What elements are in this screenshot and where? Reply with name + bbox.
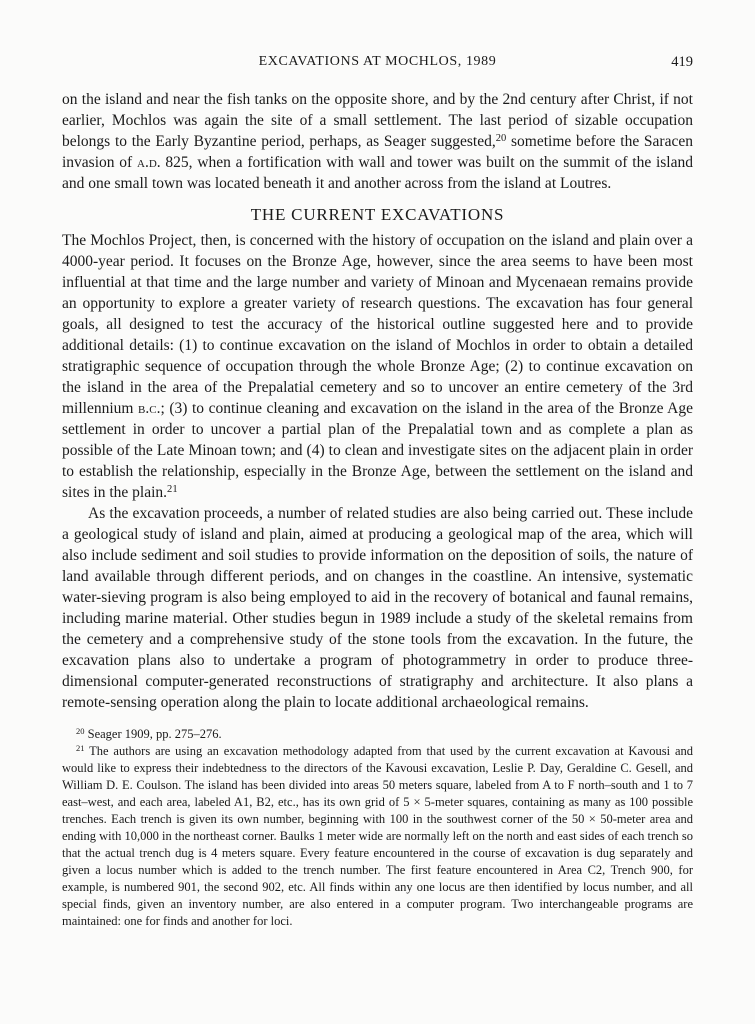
page-number: 419 [671, 54, 693, 70]
section-heading: THE CURRENT EXCAVATIONS [250, 205, 505, 224]
paragraph-related-studies: As the excavation proceeds, a number of related studies are also being carried out. These include a geological study of island and plain, aimed at producing a geological map of the area, which will also include sediment and soil studies to provide information on the deposition of soils, the nature of land available through different periods, and on changes in the coastline. An intensive, systematic water-sieving program is also being employed to aid in the recovery of botanical and faunal remains, including marine material. Other studies begun in 1989 include a study of the skeletal remains from the cemetery and a comprehensive study of the stone tools from the excavation. In the future, the excavation plans also to undertake a program of photogrammetry in order to produce three-dimensional computer-generated reconstructions of stratigraphy and architecture. It also plans a remote-sensing operation along the plain to locate additional archaeological remains. [62, 505, 693, 711]
page-header [62, 54, 693, 70]
footnotes-section [62, 726, 693, 930]
footnote-21: $^{21}$ The authors are using an excavation methodology adapted from that used by the current excavation at Kavousi and would like to express their indebtedness to the directors of the Kavousi excavation, Leslie P. Day, Geraldine C. Gesell, and William D. E. Coulson. The island has been divided into areas 50 meters square, labeled from A to F north–south and 1 to 7 east–west, and each area, labeled A1, B2, etc., has its own grid of 5 × 5-meter squares, containing as many as 100 possible trenches. Each trench is given its own number, beginning with 100 in the southwest corner of the 50 × 50-meter area and ending with 10,000 in the northeast corner. Baulks 1 meter wide are normally left on the north and east sides of each trench so that the actual trench dug is 4 meters square. Every feature encountered in the course of excavation is dug separately and given a locus number which is added to the trench number. The first feature encountered in Area C2, Trench 900, for example, is numbered 901, the second 902, etc. All finds within any one locus are then identified by locus number, and all special finds, given an inventory number, are also entered in a computer program. Two interchangeable programs are maintained: one for finds and another for loci. [62, 743, 693, 928]
paragraph-continuation: on the island and near the fish tanks on the opposite shore, and by the 2nd century after Christ, if not earlier, Mochlos was again the site of a small settlement. The last period of sizable occupation belongs to the Early Byzantine period, perhaps, as Seager suggested,$^{20}$ sometime before the Saracen invasion of a.d. 825, when a fortification with wall and tower was built on the summit of the island and one small town was located beneath it and another across from the island at Loutres. [62, 91, 693, 192]
running-head: EXCAVATIONS AT MOCHLOS, 1989 [258, 54, 497, 69]
footnote-20: $^{20}$ Seager 1909, pp. 275–276. [76, 726, 222, 741]
paragraph-project-goals: The Mochlos Project, then, is concerned with the history of occupation on the island and plain over a 4000-year period. It focuses on the Bronze Age, however, since the area seems to have been most influential at that time and the large number and variety of Minoan and Mycenaean remains provide an opportunity to explore a greater variety of research questions. The excavation has four general goals, all designed to test the accuracy of the historical outline suggested here and to provide additional details: (1) to continue excavation on the island of Mochlos in order to obtain a detailed stratigraphic sequence of occupation through the whole Bronze Age; (2) to continue excavation on the island in the area of the Prepalatial cemetery and so to uncover an entire cemetery of the 3rd millennium b.c.; (3) to continue cleaning and excavation on the island in the area of the Bronze Age settlement in order to uncover a partial plan of the Prepalatial town and as complete a plan as possible of the Late Minoan town; and (4) to clean and investigate sites on the adjacent plain in order to establish the relationship, especially in the Bronze Age, between the settlement on the island and sites in the plain.$^{21}$ [62, 232, 694, 501]
